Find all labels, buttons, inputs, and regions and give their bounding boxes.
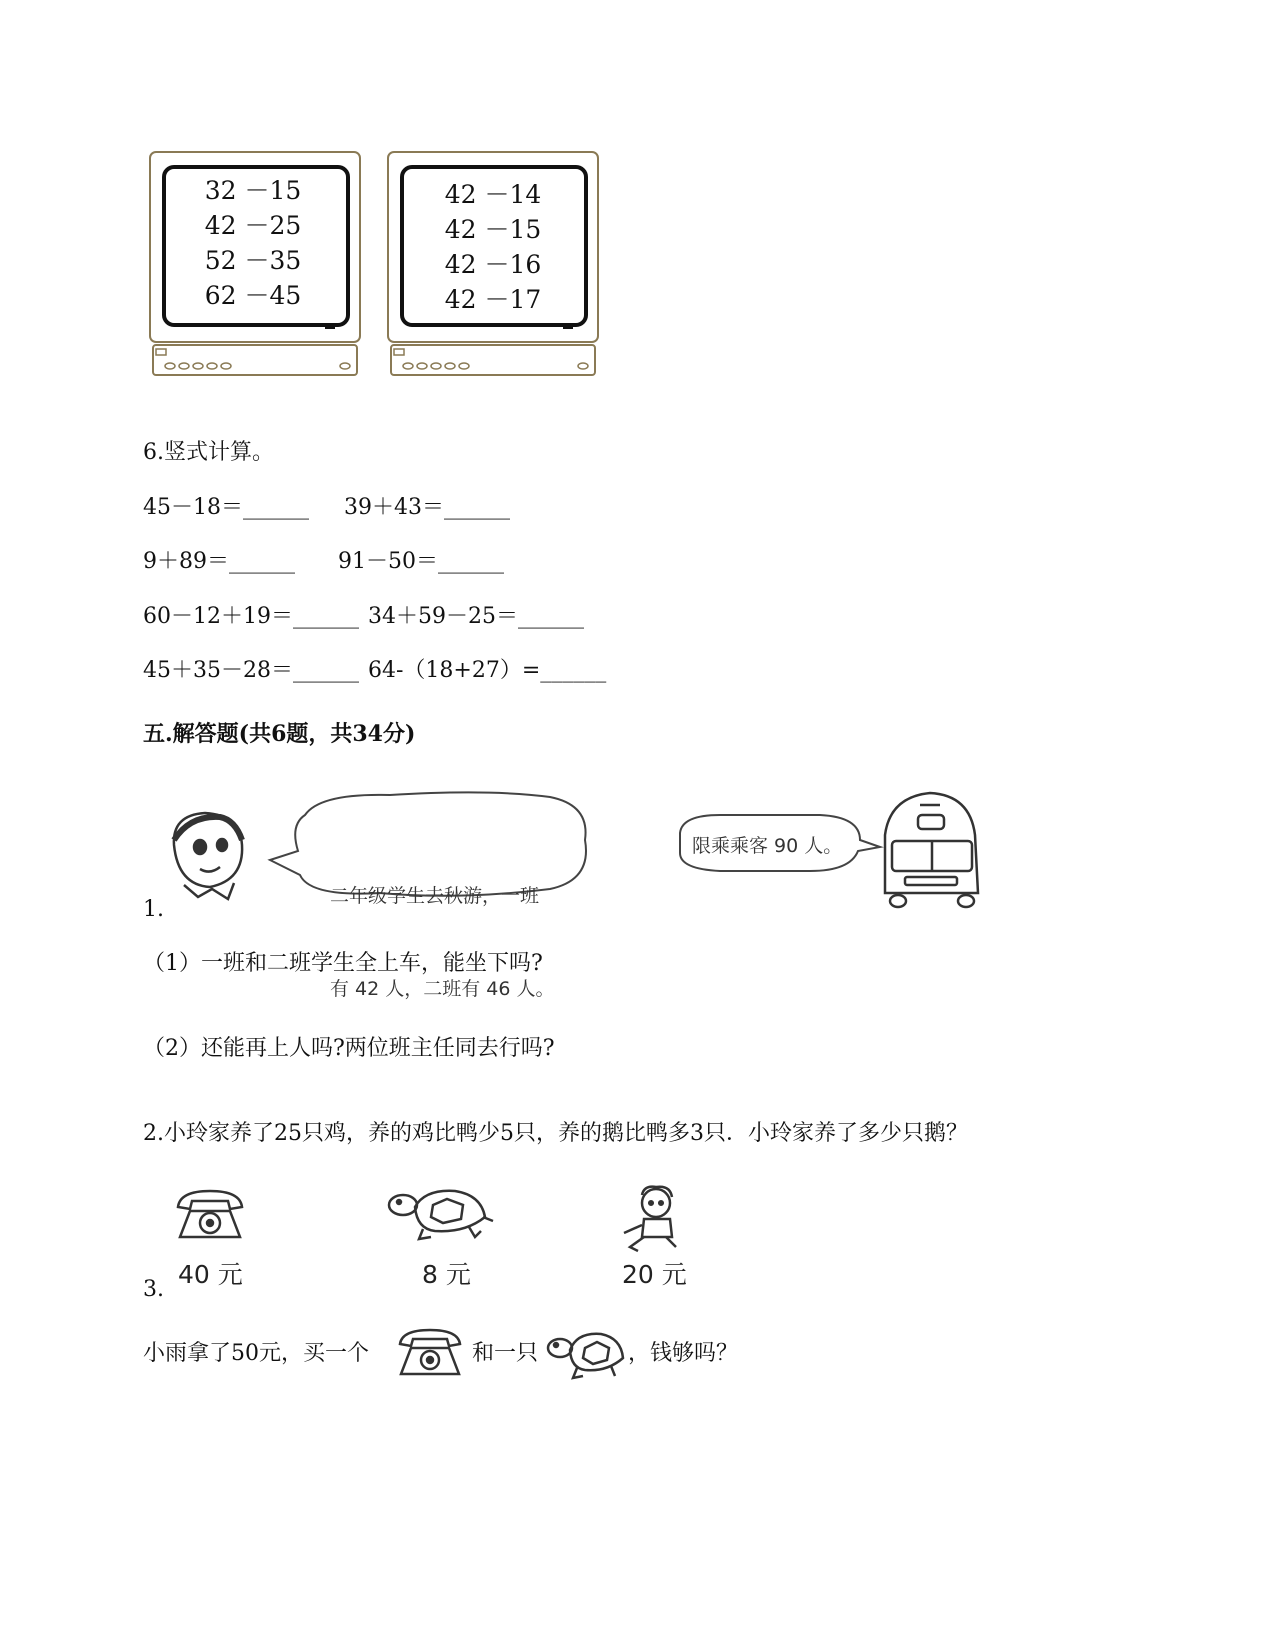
p3-illustration — [170, 1185, 710, 1290]
expression: 52 －35 — [204, 246, 302, 275]
price-turtle: 8 元 — [422, 1260, 471, 1289]
price-telephone: 40 元 — [178, 1260, 243, 1289]
q6-row4-left: 45＋35－28＝______ — [143, 658, 359, 683]
boy-and-bus-drawing — [160, 785, 980, 915]
q6-row2-left: 9＋89＝______ — [143, 549, 295, 574]
section-heading: 五.解答题(共6题，共34分) — [143, 721, 416, 747]
expression: 32 －15 — [204, 176, 302, 205]
boy-icon — [174, 813, 242, 899]
boy-bubble-line: 有 42 人，二班有 46 人。 — [330, 978, 555, 1000]
expression: 42 －15 — [444, 215, 542, 244]
p3-number: 3. — [143, 1277, 164, 1302]
doll-icon — [624, 1187, 676, 1251]
telephone-icon — [395, 1326, 465, 1382]
p2-text: 2.小玲家养了25只鸡，养的鸡比鸭少5只，养的鹅比鸭多3只．小玲家养了多少只鹅？ — [143, 1121, 968, 1146]
telephone-icon — [178, 1191, 242, 1237]
p3-question-c: ，钱够吗？ — [628, 1341, 739, 1366]
q6-row1-left: 45－18＝______ — [143, 495, 309, 520]
expression: 42 －14 — [444, 180, 542, 209]
q6-row3-right: 34＋59－25＝______ — [368, 604, 584, 629]
expression: 42 －17 — [444, 285, 542, 314]
turtle-icon — [545, 1326, 627, 1382]
monitor-left — [148, 150, 363, 382]
inline-turtle — [545, 1326, 627, 1382]
p1-number: 1. — [143, 897, 164, 922]
p1-sub2: （2）还能再上人吗?两位班主任同去行吗? — [143, 1036, 555, 1061]
bus-icon — [885, 793, 978, 907]
monitor-left-expressions — [178, 174, 328, 314]
q6-row2-right: 91－50＝______ — [338, 549, 504, 574]
bus-bubble-text: 限乘乘客 90 人。 — [692, 835, 843, 857]
expression: 42 －25 — [204, 211, 302, 240]
expression: 62 －45 — [204, 281, 302, 310]
price-doll: 20 元 — [622, 1260, 687, 1289]
monitor-right — [386, 150, 601, 382]
boy-bubble-line: 二年级学生去秋游，一班 — [330, 885, 540, 907]
boy-bubble-text — [330, 819, 555, 1067]
q6-row1-right: 39＋43＝______ — [344, 495, 510, 520]
q6-row4-right: 64-（18+27）=______ — [368, 658, 607, 683]
q6-title: 6.竖式计算。 — [143, 440, 274, 465]
p3-question-a: 小雨拿了50元，买一个 — [143, 1341, 369, 1366]
turtle-icon — [389, 1191, 493, 1239]
monitor-right-expressions — [418, 178, 568, 318]
p3-question-b: 和一只 — [472, 1341, 539, 1366]
inline-telephone — [395, 1326, 465, 1382]
p1-sub1: （1）一班和二班学生全上车，能坐下吗? — [143, 951, 543, 976]
q6-row3-left: 60－12＋19＝______ — [143, 604, 359, 629]
expression: 42 －16 — [444, 250, 542, 279]
